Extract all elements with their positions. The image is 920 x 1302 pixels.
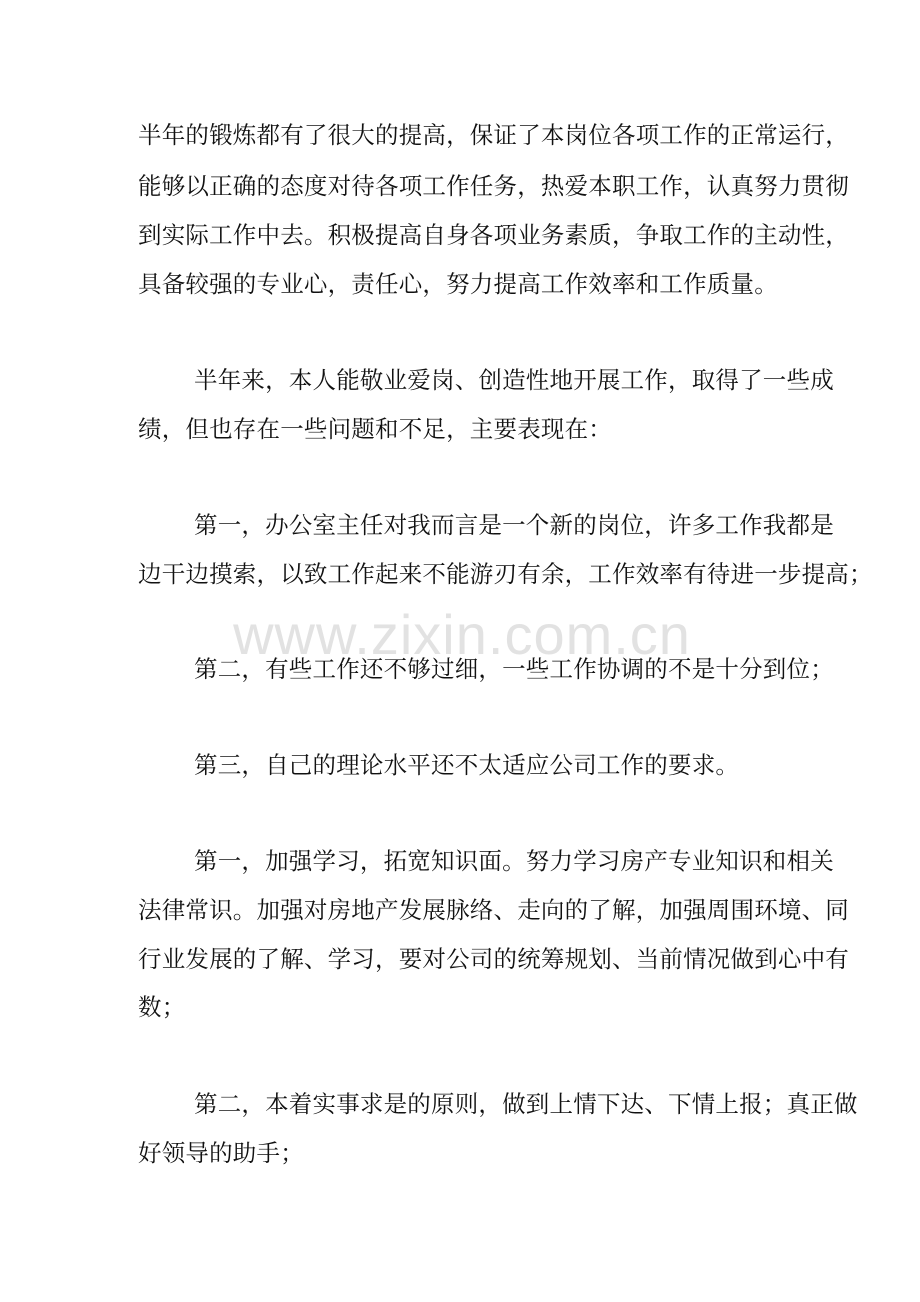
paragraph-2-line-2: 绩，但也存在一些问题和不足，主要表现在： (138, 415, 612, 443)
paragraph-7-line-1: 第二，本着实事求是的原则，做到上情下达、下情上报；真正做 (194, 1090, 858, 1118)
paragraph-1-line-1: 半年的锻炼都有了很大的提高，保证了本岗位各项工作的正常运行， (138, 121, 849, 149)
paragraph-6-line-1: 第一，加强学习，拓宽知识面。努力学习房产专业知识和相关 (194, 847, 834, 875)
paragraph-3-line-1: 第一，办公室主任对我而言是一个新的岗位，许多工作我都是 (194, 511, 834, 539)
paragraph-6-line-2: 法律常识。加强对房地产发展脉络、走向的了解，加强周围环境、同 (138, 896, 849, 924)
paragraph-6-line-4: 数； (138, 993, 186, 1021)
paragraph-7-line-2: 好领导的助手； (138, 1139, 304, 1167)
paragraph-3-line-2: 边干边摸索，以致工作起来不能游刃有余，工作效率有待进一步提高； (138, 560, 873, 588)
paragraph-1-line-2: 能够以正确的态度对待各项工作任务，热爱本职工作，认真努力贯彻 (138, 172, 849, 200)
paragraph-2-line-1: 半年来，本人能敬业爱岗、创造性地开展工作，取得了一些成 (194, 366, 834, 394)
paragraph-1-line-3: 到实际工作中去。积极提高自身各项业务素质，争取工作的主动性， (138, 221, 849, 249)
paragraph-4-line-1: 第二，有些工作还不够过细，一些工作协调的不是十分到位； (194, 655, 834, 683)
paragraph-5-line-1: 第三，自己的理论水平还不太适应公司工作的要求。 (194, 751, 740, 779)
paragraph-1-line-4: 具备较强的专业心，责任心，努力提高工作效率和工作质量。 (138, 270, 778, 298)
paragraph-6-line-3: 行业发展的了解、学习，要对公司的统筹规划、当前情况做到心中有 (138, 945, 849, 973)
watermark: www.zixin.com.cn (233, 603, 691, 666)
